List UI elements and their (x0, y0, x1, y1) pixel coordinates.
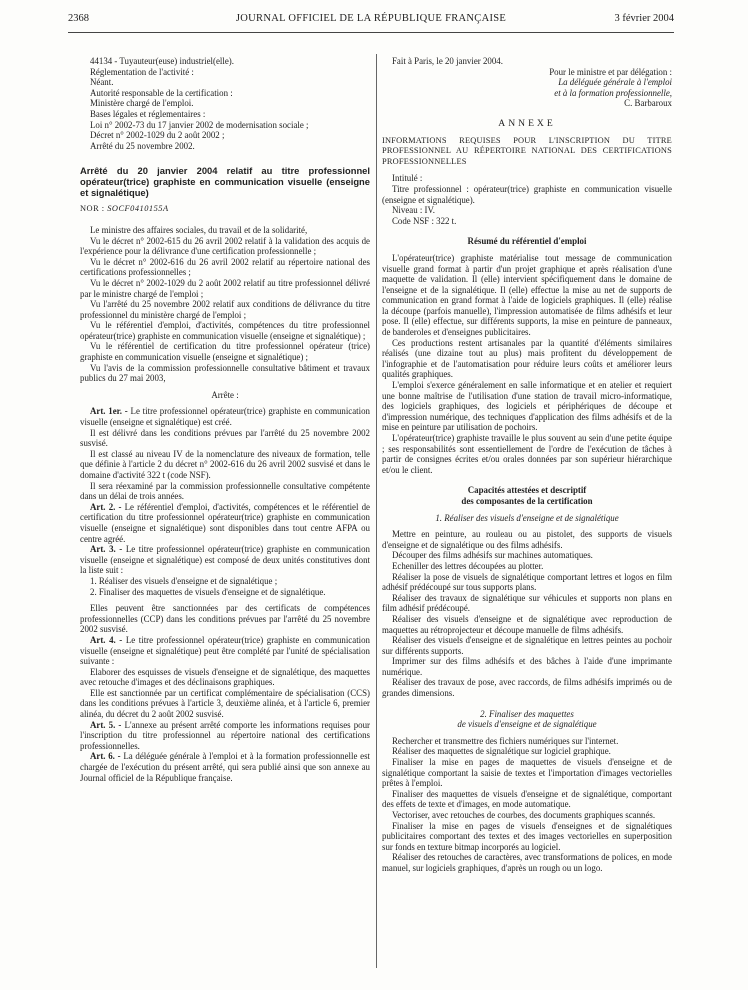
article-label: Art. 3. - (90, 544, 123, 555)
text-line: Autorité responsable de la certification : (90, 87, 233, 98)
article-label: Art. 4. - (90, 634, 123, 645)
list-item: Réaliser des visuels d'enseigne et de signalétique avec reproduction de maquettes au rétroprojecteur et découpe manuelle de films adhésifs. (382, 613, 672, 635)
text-line: Niveau : IV. (392, 205, 435, 216)
article-label: Art. 5. - (90, 719, 122, 730)
text-line: Décret n° 2002-1029 du 2 août 2002 ; (90, 130, 225, 141)
signatory-name: C. Barbaroux (624, 98, 672, 109)
text-line: Néant. (90, 77, 114, 88)
article-1: Art. 1er. - Le titre professionnel opérateur(trice) graphiste en communication visuelle (enseigne et signalétique) est créé. (80, 406, 370, 428)
paragraph: Elle est sanctionnée par un certificat complémentaire de spécialisation (CCS) dans les conditions prévues à l'article 3, deuxième alinéa, et à l'article 6, premier alinéa, du décret du 2 août 2002 susvisé. (80, 687, 370, 720)
text-line: Titre professionnel : opérateur(trice) graphiste en communication visuelle (enseigne et signalétique). (382, 183, 672, 205)
issue-date: 3 février 2004 (614, 13, 674, 24)
paragraph: Vu l'avis de la commission professionnelle consultative bâtiment et travaux publics du 27 mai 2003, (80, 362, 370, 384)
list-item: Réaliser des retouches de caractères, avec transformations de polices, en mode manuel, sur logiciels graphiques, d'après un rough ou un logo. (382, 852, 672, 873)
list-item: Vectoriser, avec retouches de courbes, des documents graphiques scannés. (392, 810, 656, 820)
right-column (382, 56, 672, 874)
text-line: Loi n° 2002-73 du 17 janvier 2002 de modernisation sociale ; (90, 119, 309, 130)
list-item: Découper des films adhésifs sur machines automatiques. (392, 550, 593, 561)
subsection-heading: 1. Réaliser des visuels d'enseigne et de signalétique (435, 512, 619, 523)
paragraph: L'emploi s'exerce généralement en salle informatique et en atelier et requiert une bonne maîtrise de l'utilisation d'une station de travail micro-informatique, des logiciels graphiques, des logiciels et périphériques de découpe et d'impression numérique, des techniques d'application des films adhésifs et de la mise en peinture par utilisation de pochoirs. (382, 380, 672, 433)
page-header (68, 12, 674, 33)
annexe-heading: ANNEXE (498, 117, 556, 129)
paragraph: Le ministre des affaires sociales, du travail et de la solidarité, (90, 224, 308, 235)
text-line: Arrêté du 25 novembre 2002. (90, 140, 195, 151)
paragraph: Il est délivré dans les conditions prévues par l'arrêté du 25 novembre 2002 susvisé. (80, 427, 370, 449)
article-label: Art. 2. - (90, 501, 122, 512)
list-item: 1. Réaliser des visuels d'enseigne et de signalétique ; (90, 575, 278, 586)
article-2: Art. 2. - Le référentiel d'emploi, d'activités, compétences et le référentiel de certification du titre professionnel opérateur(trice) graphiste en communication visuelle (enseigne et signalétique) sont disponibles dans tout centre AFPA ou centre agréé. (80, 501, 370, 544)
paragraph: Vu le référentiel d'emploi, d'activités, compétences du titre professionnel opérateur(trice) graphiste en communication visuelle (enseigne et signalétique) ; (80, 320, 370, 341)
paragraph: L'opérateur(trice) graphiste matérialise tout message de communication visuelle grand format à partir d'un projet graphique et après réalisation d'une maquette de validation. Il (elle) intervient spécifiquement dans le domaine de l'enseigne et de la signalétique. Il (elle) effectue la mise au net de supports de communication en grand format à l'aide de logiciels graphiques. Il (elle) réalise la découpe (parfois manuelle), l'impression automatisée de films adhésifs et leur pose. Il (elle) effectue, sur différents supports, la mise en peinture de panneaux, de banderoles et d'enseignes publicitaires. (382, 252, 672, 338)
paragraph: Il est classé au niveau IV de la nomenclature des niveaux de formation, telle que définie à l'article 2 du décret n° 2002-616 du 26 avril 2002 susvisé et dans le domaine d'activité 322 t (code NSF). (80, 448, 370, 480)
article-4: Art. 4. - Le titre professionnel opérateur(trice) graphiste en communication visuelle (enseigne et signalétique) peut être complété par l'unité de spécialisation suivante : (80, 634, 370, 667)
section-heading: Résumé du référentiel d'emploi (467, 236, 587, 247)
paragraph: Vu le décret n° 2002-1029 du 2 août 2002 relatif au titre professionnel délivré par le ministre chargé de l'emploi ; (80, 277, 370, 299)
list-item: Finaliser la mise en pages de visuels d'enseignes et de signalétiques publicitaires comportant des textes et des images vectorielles en superposition sur fonds en texture bitmap incorporés au logiciel. (382, 820, 672, 852)
text-line: Code NSF : 322 t. (392, 215, 457, 226)
paragraph: Vu le référentiel de certification du titre professionnel opérateur (trice) graphiste en communication visuelle (enseigne et signalétique) ; (80, 341, 370, 363)
article-5: Art. 5. - L'annexe au présent arrêté comporte les informations requises pour l'inscription du titre professionnel au répertoire national des certifications professionnelles. (80, 719, 371, 751)
subsection-heading: de visuels d'enseigne et de signalétique (457, 719, 597, 730)
column-divider (376, 54, 377, 968)
signature-line: Pour le ministre et par délégation : (549, 66, 672, 77)
article-label: Art. 6. - (90, 751, 121, 762)
list-item: 2. Finaliser des maquettes de visuels d'enseigne et de signalétique. (90, 586, 326, 597)
paragraph: Il sera réexaminé par la commission professionnelle consultative compétente dans un délai de trois années. (80, 480, 370, 502)
text-line: Ministère chargé de l'emploi. (90, 98, 194, 109)
signature-line: et à la formation professionnelle, (554, 87, 672, 98)
paragraph: Vu le décret n° 2002-615 du 26 avril 2002 relatif à la validation des acquis de l'expérience pour la délivrance d'une certification professionnelle ; (80, 235, 370, 257)
signature-place-date: Fait à Paris, le 20 janvier 2004. (392, 56, 503, 66)
text-line: Réglementation de l'activité : (90, 66, 194, 77)
article-6: Art. 6. - La déléguée générale à l'emploi et à la formation professionnelle est chargée de l'exécution du présent arrêté, qui sera publié ainsi que son annexe au Journal officiel de la République française. (80, 751, 371, 783)
text-line: 44134 - Tuyauteur(euse) industriel(elle). (90, 56, 234, 66)
nor-code: SOCF0410155A (107, 204, 169, 214)
paragraph: Elaborer des esquisses de visuels d'enseigne et de signalétique, des maquettes avec retouche d'images et des déclinaisons graphiques. (80, 666, 370, 688)
list-item: Rechercher et transmettre des fichiers numériques sur l'internet. (392, 735, 619, 746)
paragraph: Vu le décret n° 2002-616 du 26 avril 2002 relatif au répertoire national des certifications professionnelles ; (80, 256, 370, 278)
text-line: Intitulé : (392, 173, 423, 184)
journal-title: JOURNAL OFFICIEL DE LA RÉPUBLIQUE FRANÇAISE (235, 13, 507, 24)
list-item: Réaliser la pose de visuels de signalétique comportant lettres et logos en film adhésif prédécoupé sur tous supports plans. (382, 571, 672, 593)
list-item: Réaliser des maquettes de signalétique sur logiciel graphique. (392, 746, 611, 757)
section-heading: Capacités attestées et descriptif (467, 485, 587, 496)
list-item: Réaliser des travaux de pose, avec raccords, de films adhésifs imprimés ou de grandes dimensions. (382, 677, 672, 699)
list-item: Finaliser la mise en pages de maquettes de visuels d'enseigne et de signalétique comportant la saisie de textes et l'importation d'images vectorielles prêtes à l'emploi. (382, 757, 672, 789)
list-item: Echeniller des lettres découpées au plotter. (392, 560, 544, 571)
page-number: 2368 (68, 13, 89, 24)
article-label: Art. 1er. - (90, 406, 128, 417)
list-item: Mettre en peinture, au rouleau ou au pistolet, des supports de visuels d'enseigne et de signalétique ou des films adhésifs. (382, 529, 672, 550)
signature-line: La déléguée générale à l'emploi (558, 77, 672, 88)
left-column (80, 56, 370, 783)
paragraph: Ces productions restent artisanales par la quantité d'éléments similaires réalisés (une dizaine tout au plus) mais profitent du développement de l'infographie et de l'automatisation pour réduire leurs coûts et améliorer leurs qualités graphiques. (382, 337, 672, 380)
paragraph: Vu l'arrêté du 25 novembre 2002 relatif aux conditions de délivrance du titre professionnel du ministère chargé de l'emploi ; (80, 299, 370, 320)
decree-title: Arrêté du 20 janvier 2004 relatif au titre professionnel opérateur(trice) graphiste en communication visuelle (enseigne et signalétique) (80, 165, 370, 199)
annexe-title: INFORMATIONS REQUISES POUR L'INSCRIPTION DU TITRE PROFESSIONNEL AU RÉPERTOIRE NATIONAL DES CERTIFICATIONS PROFESSIONNELLES (382, 135, 672, 166)
list-item: Réaliser des travaux de signalétique sur véhicules et supports non plans en film adhésif prédécoupé. (382, 592, 672, 614)
arrete-heading: Arrête : (211, 389, 239, 400)
text-line: Bases légales et réglementaires : (90, 108, 206, 119)
nor-label: NOR : (80, 204, 105, 214)
subsection-heading: 2. Finaliser des maquettes (480, 708, 574, 719)
paragraph: Elles peuvent être sanctionnées par des certificats de compétences professionnelles (CCP) dans les conditions prévues par l'arrêté du 25 novembre 2002 susvisé. (80, 603, 370, 635)
list-item: Finaliser des maquettes de visuels d'enseigne et de signalétique, comportant des effets de texte et d'images, en mode automatique. (382, 788, 672, 810)
nor-reference (80, 204, 370, 215)
list-item: Imprimer sur des films adhésifs et des bâches à l'aide d'une imprimante numérique. (382, 656, 672, 677)
section-heading: des composantes de la certification (461, 495, 593, 506)
paragraph: L'opérateur(trice) graphiste travaille le plus souvent au sein d'une petite équipe ; ses responsabilités sont essentiellement de l'ordre de l'exécution de tâches à partir de consignes écrites et/ou orales données par son supérieur hiérarchique et/ou le client. (382, 433, 672, 475)
article-3: Art. 3. - Le titre professionnel opérateur(trice) graphiste en communication visuelle (enseigne et signalétique) est composé de deux unités constitutives dont la liste suit : (80, 544, 370, 576)
list-item: Réaliser des visuels d'enseigne et de signalétique en lettres peintes au pochoir sur différents supports. (382, 635, 672, 656)
